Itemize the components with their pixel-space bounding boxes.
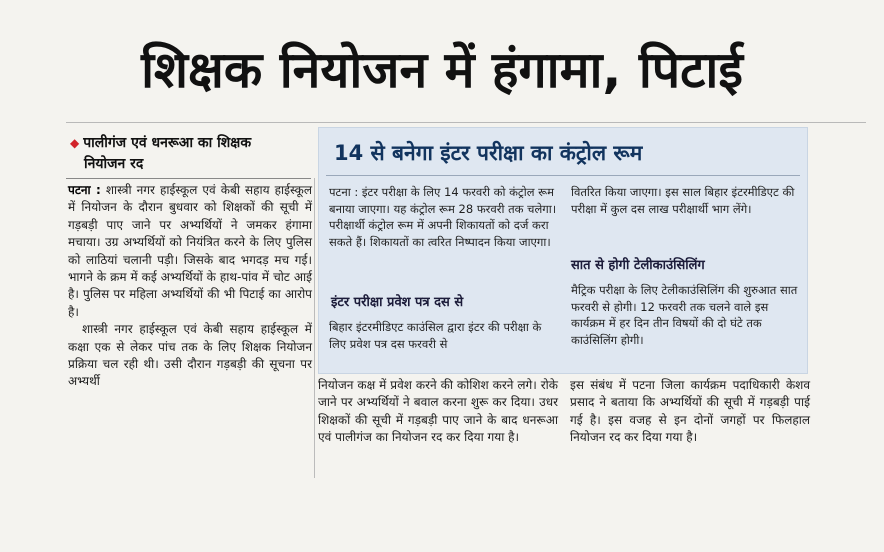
middle-column: नियोजन कक्ष में प्रवेश करने की कोशिश करने लगे। रोके जाने पर अभ्यर्थियों ने बवाल करना शुरू कर दिया। उधर शिक्षकों की सूची में गड़बड़ी पाए जाने के बाद धनरूआ एवं पालीगंज का नियोजन रद कर दिया गया है। xyxy=(318,378,558,445)
dateline: पटना : xyxy=(68,183,101,197)
headline: शिक्षक नियोजन में हंगामा, पिटाई xyxy=(141,41,743,99)
left-column xyxy=(68,182,312,391)
subheadline xyxy=(70,133,310,175)
headline-divider xyxy=(66,122,866,123)
subheadline-line-1: ◆ पालीगंज एवं धनरूआ का शिक्षक xyxy=(70,135,252,151)
box-subhead-1: इंटर परीक्षा प्रवेश पत्र दस से xyxy=(331,295,464,310)
box-title: 14 से बनेगा इंटर परीक्षा का कंट्रोल रूम xyxy=(334,141,643,165)
subheadline-divider xyxy=(66,178,311,179)
diamond-bullet-icon: ◆ xyxy=(70,136,80,150)
subheadline-line-2: नियोजन रद xyxy=(84,156,144,172)
left-para-2: शास्त्री नगर हाईस्कूल एवं केबी सहाय हाईस्कूल में कक्षा एक से लेकर पांच तक के लिए शिक्षक नियोजन प्रक्रिया चल रही थी। उसी दौरान गड़बड़ी की सूचना पर अभ्यर्थी xyxy=(68,322,312,389)
box-col1-para2: बिहार इंटरमीडिएट काउंसिल द्वारा इंटर की परीक्षा के लिए प्रवेश पत्र दस फरवरी से xyxy=(329,320,542,351)
box-col2-para2: मैट्रिक परीक्षा के लिए टेलीकाउंसिलिंग की शुरुआत सात फरवरी से होगी। 12 फरवरी तक चलने वाले इस कार्यक्रम में हर दिन तीन विषयों की दो घंटे तक काउंसिलिंग होगी। xyxy=(571,283,798,347)
box-title-divider xyxy=(326,175,800,176)
left-para-1: पटना : शास्त्री नगर हाईस्कूल एवं केबी सहाय हाईस्कूल में नियोजन के दौरान बुधवार को शिक्षकों की सूची में गड़बड़ी पाए जाने पर अभ्यर्थियों ने जमकर हंगामा मचाया। उग्र अभ्यर्थियों को नियंत्रित करने के लिए पुलिस को लाठियां चलानी पड़ी। जिसके बाद भगदड़ मच गई। भागने के क्रम में कई अभ्यर्थियों के हाथ-पांव में चोट आई है। पुलिस पर महिला अभ्यर्थियों की भी पिटाई का आरोप है। xyxy=(68,183,312,319)
column-divider xyxy=(314,178,315,478)
box-col2-para1: वितरित किया जाएगा। इस साल बिहार इंटरमीडिएट की परीक्षा में कुल दस लाख परीक्षार्थी भाग लेंगे। xyxy=(571,185,795,216)
right-column: इस संबंध में पटना जिला कार्यक्रम पदाधिकारी केशव प्रसाद ने बताया कि अभ्यर्थियों की सूची में गड़बड़ी पाई गई है। इस वजह से इन दोनों जगहों पर फिलहाल नियोजन रद कर दिया गया है। xyxy=(570,378,810,445)
box-subhead-2: सात से होगी टेलीकाउंसिलिंग xyxy=(571,258,705,273)
box-col1-para1: पटना : इंटर परीक्षा के लिए 14 फरवरी को कंट्रोल रूम बनाया जाएगा। यह कंट्रोल रूम 28 फरवरी तक चलेगा। परीक्षार्थी कंट्रोल रूम में अपनी शिकायतों को दर्ज करा सकते हैं। शिकायतों का त्वरित निष्पादन किया जाएगा। xyxy=(329,185,557,249)
